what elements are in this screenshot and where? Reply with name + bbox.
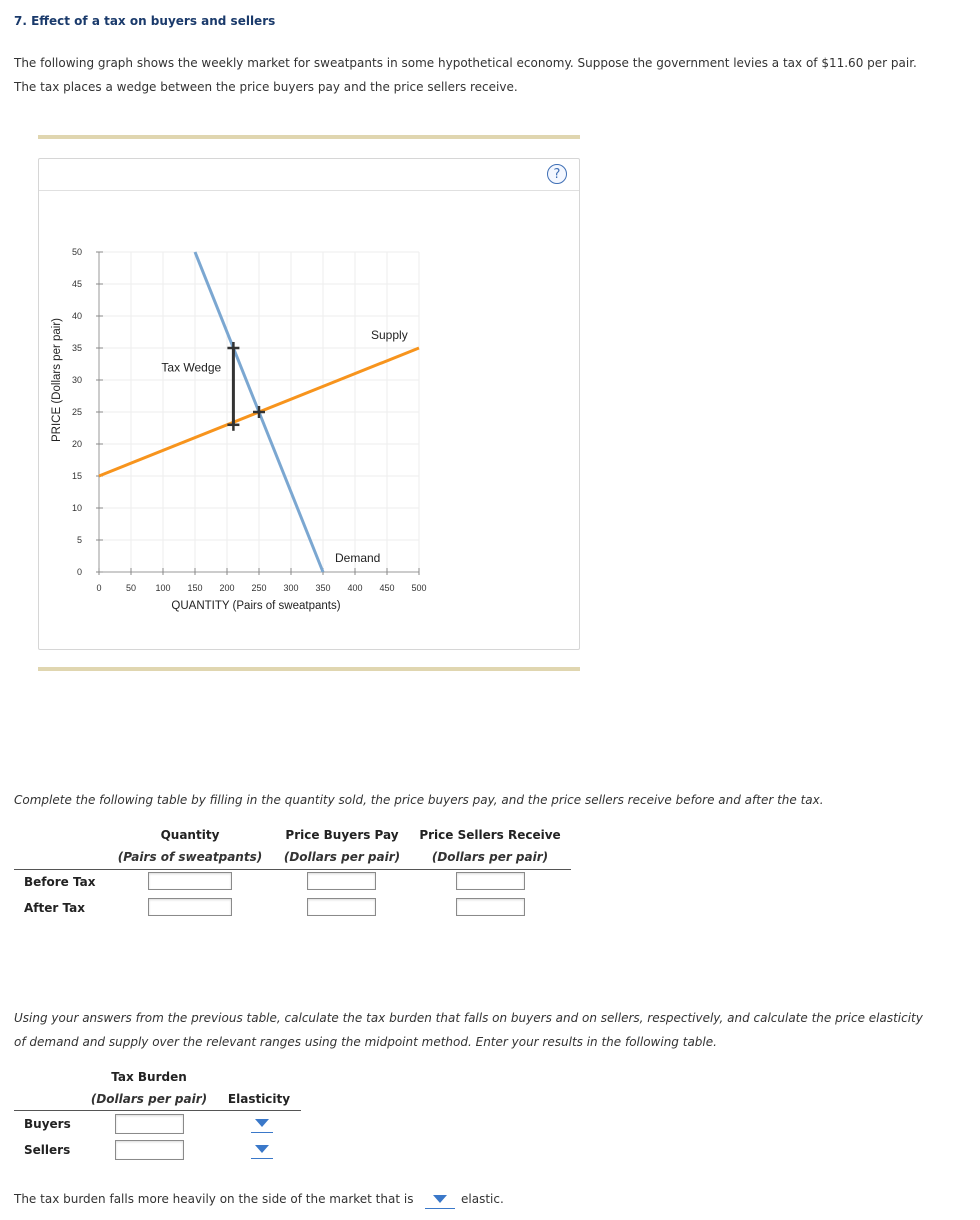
col-header-price-buyers: Price Buyers Pay	[285, 828, 399, 842]
dropdown-underline	[251, 1158, 273, 1159]
row-label-sellers: Sellers	[24, 1143, 71, 1157]
table2-instruction-line1: Using your answers from the previous table, calculate the tax burden that falls on buyers and on sellers, respectively, and calculate the price elasticity	[14, 1011, 923, 1025]
x-tick-label: 250	[251, 583, 267, 593]
y-tick-label: 25	[71, 407, 82, 417]
y-tick-label: 40	[71, 311, 82, 321]
x-tick-label: 150	[187, 583, 203, 593]
row-label-after-tax: After Tax	[24, 901, 85, 915]
tax-wedge-label: Tax Wedge	[161, 360, 222, 375]
dropdown-underline	[251, 1132, 273, 1133]
supply-curve-label: Supply	[371, 328, 408, 342]
buyers-tax-burden-input[interactable]	[115, 1114, 184, 1134]
x-tick-label: 350	[315, 583, 331, 593]
x-axis-label: QUANTITY (Pairs of sweatpants)	[171, 600, 341, 612]
x-tick-label: 500	[411, 583, 427, 593]
intro-text-line1: The following graph shows the weekly market for sweatpants in some hypothetical economy. Suppose the government levies a tax of $11.60 per pair.	[14, 56, 917, 70]
graph-panel	[38, 158, 580, 650]
before-tax-price-buyers-input[interactable]	[307, 872, 376, 890]
col-subheader-price-sellers: (Dollars per pair)	[431, 850, 549, 864]
x-tick-label: 50	[125, 583, 137, 593]
chevron-down-icon	[255, 1145, 269, 1153]
question-title: 7. Effect of a tax on buyers and sellers	[14, 14, 276, 28]
intro-text-line2: The tax places a wedge between the price buyers pay and the price sellers receive.	[14, 80, 518, 94]
y-tick-label: 35	[71, 343, 82, 353]
x-tick-label: 450	[379, 583, 395, 593]
y-tick-label: 10	[71, 503, 82, 513]
table2-instruction-line2: of demand and supply over the relevant ranges using the midpoint method. Enter your results in the following table.	[14, 1035, 717, 1049]
col-subheader-price-buyers: (Dollars per pair)	[283, 850, 401, 864]
y-tick-label: 30	[71, 375, 82, 385]
y-tick-label: 0	[76, 567, 82, 577]
col-header-elasticity: Elasticity	[227, 1092, 291, 1106]
equilibrium-marker	[253, 406, 265, 418]
after-tax-price-buyers-input[interactable]	[307, 898, 376, 916]
x-tick-label: 400	[347, 583, 363, 593]
conclusion-text-before: The tax burden falls more heavily on the side of the market that is	[14, 1192, 414, 1206]
help-icon[interactable]: ?	[547, 164, 567, 184]
after-tax-price-sellers-input[interactable]	[456, 898, 525, 916]
col-header-price-sellers: Price Sellers Receive	[419, 828, 561, 842]
col-header-tax-burden: Tax Burden	[111, 1070, 187, 1084]
x-tick-label: 200	[219, 583, 235, 593]
col-subheader-tax-burden: (Dollars per pair)	[90, 1092, 208, 1106]
graph-bottom-divider	[38, 667, 580, 671]
x-tick-label: 100	[155, 583, 171, 593]
demand-curve-label: Demand	[335, 551, 381, 565]
row-label-before-tax: Before Tax	[24, 875, 96, 889]
y-tick-label: 20	[71, 439, 82, 449]
y-tick-label: 5	[76, 535, 82, 545]
table1-instruction: Complete the following table by filling in the quantity sold, the price buyers pay, and the price sellers receive before and after the tax.	[14, 793, 824, 807]
tax-wedge-top-marker	[227, 342, 239, 354]
chevron-down-icon	[255, 1119, 269, 1127]
market-side-elasticity-dropdown[interactable]	[425, 1193, 455, 1209]
dropdown-underline	[425, 1208, 455, 1209]
y-tick-label: 15	[71, 471, 82, 481]
table2-header-rule	[14, 1110, 301, 1111]
y-tick-label: 45	[71, 279, 82, 289]
x-tick-label: 300	[283, 583, 299, 593]
y-tick-label: 50	[71, 247, 82, 257]
graph-top-divider	[38, 135, 580, 139]
table1-header-rule	[14, 869, 571, 870]
y-axis-label: PRICE (Dollars per pair)	[51, 318, 63, 442]
col-header-quantity: Quantity	[160, 828, 220, 842]
row-label-buyers: Buyers	[24, 1117, 71, 1131]
buyers-elasticity-dropdown[interactable]	[251, 1117, 273, 1133]
sellers-elasticity-dropdown[interactable]	[251, 1143, 273, 1159]
after-tax-quantity-input[interactable]	[148, 898, 232, 916]
before-tax-price-sellers-input[interactable]	[456, 872, 525, 890]
supply-demand-chart[interactable]	[39, 159, 579, 649]
sellers-tax-burden-input[interactable]	[115, 1140, 184, 1160]
before-tax-quantity-input[interactable]	[148, 872, 232, 890]
chevron-down-icon	[433, 1195, 447, 1203]
conclusion-text-after: elastic.	[461, 1192, 504, 1206]
col-subheader-quantity: (Pairs of sweatpants)	[117, 850, 263, 864]
x-tick-label: 0	[96, 583, 102, 593]
